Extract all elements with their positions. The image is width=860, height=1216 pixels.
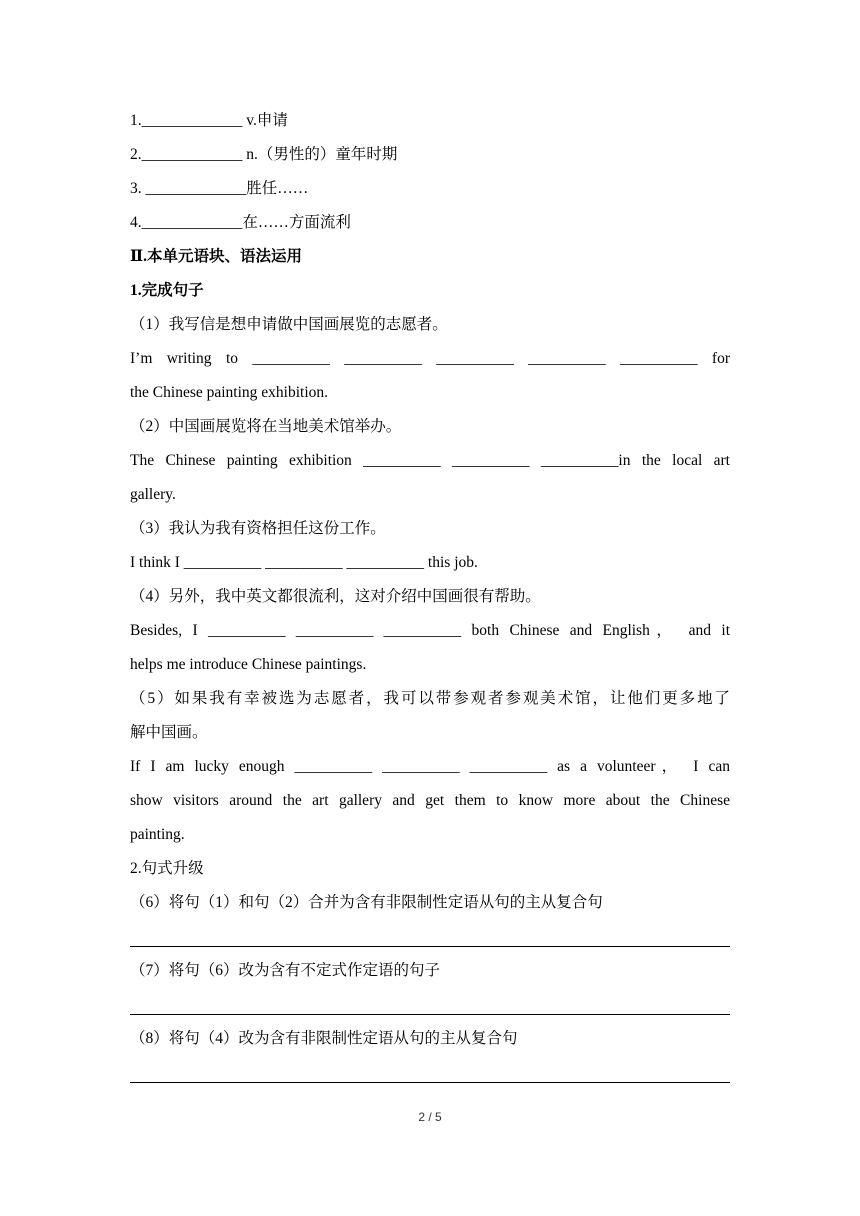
q7-prompt: （7）将句（6）改为含有不定式作定语的句子 xyxy=(130,962,441,979)
q1-english-line2: the Chinese painting exhibition. xyxy=(130,384,329,401)
q2-english-line1: The Chinese painting exhibition __________ __________ __________in the local art xyxy=(130,452,730,469)
section-heading: Ⅱ.本单元语块、语法运用 xyxy=(130,248,302,265)
q5-chinese-line1: （5）如果我有幸被选为志愿者，我可以带参观者参观美术馆，让他们更多地了 xyxy=(130,690,730,707)
q2-chinese: （2）中国画展览将在当地美术馆举办。 xyxy=(130,418,402,435)
q1-chinese: （1）我写信是想申请做中国画展览的志愿者。 xyxy=(130,316,448,333)
answer-rule xyxy=(130,1014,730,1015)
part1-heading: 1.完成句子 xyxy=(130,282,204,299)
q6-answer-line[interactable] xyxy=(130,920,730,954)
q4-chinese: （4）另外，我中英文都很流利，这对介绍中国画很有帮助。 xyxy=(130,588,541,605)
q8-prompt: （8）将句（4）改为含有非限制性定语从句的主从复合句 xyxy=(130,1030,518,1047)
vocab-item-3: 3. _____________胜任…… xyxy=(130,180,309,197)
q4-english-line1: Besides, I __________ __________ __________ both Chinese and English， and it xyxy=(130,622,730,639)
q4-english-line2: helps me introduce Chinese paintings. xyxy=(130,656,367,673)
q8-answer-line[interactable] xyxy=(130,1056,730,1090)
q3-chinese: （3）我认为我有资格担任这份工作。 xyxy=(130,520,386,537)
vocab-item-4: 4._____________在……方面流利 xyxy=(130,214,351,231)
vocab-item-2: 2._____________ n.（男性的）童年时期 xyxy=(130,146,398,163)
q6-prompt: （6）将句（1）和句（2）合并为含有非限制性定语从句的主从复合句 xyxy=(130,894,603,911)
page-number: 2 / 5 xyxy=(418,1110,442,1124)
q5-english-line3: painting. xyxy=(130,826,185,843)
answer-rule xyxy=(130,946,730,947)
part2-heading: 2.句式升级 xyxy=(130,860,204,877)
q5-chinese-line2: 解中国画。 xyxy=(130,724,208,741)
answer-rule xyxy=(130,1082,730,1083)
q7-answer-line[interactable] xyxy=(130,988,730,1022)
worksheet-page xyxy=(130,104,730,1090)
q5-english-line2: show visitors around the art gallery and get them to know more about the Chinese xyxy=(130,792,730,809)
q3-english: I think I __________ __________ __________ this job. xyxy=(130,554,478,571)
vocab-item-1: 1._____________ v.申请 xyxy=(130,112,288,129)
q1-english-line1: I’m writing to __________ __________ __________ __________ __________ for xyxy=(130,350,730,367)
q5-english-line1: If I am lucky enough __________ __________ __________ as a volunteer， I can xyxy=(130,758,730,775)
q2-english-line2: gallery. xyxy=(130,486,176,503)
